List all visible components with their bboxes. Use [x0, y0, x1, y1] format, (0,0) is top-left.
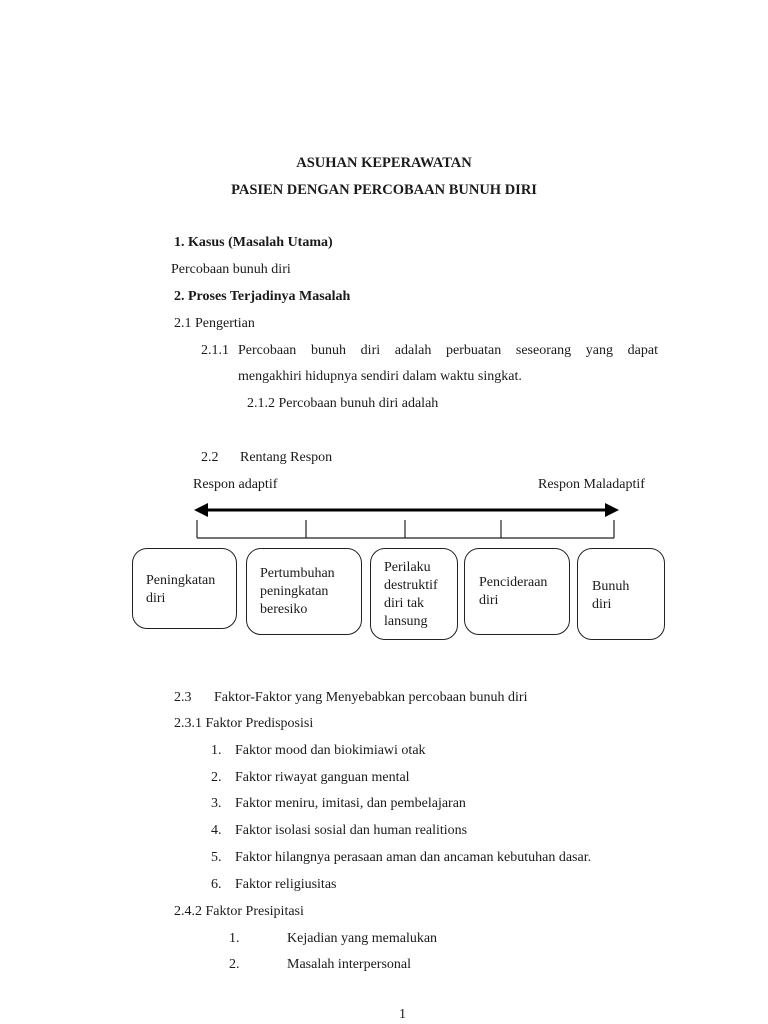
item-2-1-2: 2.1.2 Percobaan bunuh diri adalah	[247, 396, 439, 411]
document-subtitle: PASIEN DENGAN PERCOBAAN BUNUH DIRI	[231, 182, 537, 198]
list-item-number: 4.	[211, 823, 222, 838]
list-item: Faktor hilangnya perasaan aman dan ancaman kebutuhan dasar.	[235, 850, 592, 865]
section-2-1-heading: 2.1 Pengertian	[174, 316, 255, 331]
list-item-number: 6.	[211, 877, 222, 892]
page-number: 1	[399, 1007, 406, 1022]
arrow-head-left-icon	[194, 503, 208, 517]
adaptive-response-label: Respon adaptif	[193, 477, 278, 492]
list-item: Faktor religiusitas	[235, 877, 337, 892]
section-2-3-heading: Faktor-Faktor yang Menyebabkan percobaan bunuh diri	[214, 690, 528, 705]
list-item: Faktor meniru, imitasi, dan pembelajaran	[235, 796, 466, 811]
response-box-label: Peningkatan diri	[146, 573, 216, 606]
section-1-heading: 1. Kasus (Masalah Utama)	[174, 235, 333, 250]
response-box-label: Perilaku destruktif diri tak lansung	[384, 560, 438, 629]
response-box-pencideraan-diri	[464, 548, 570, 635]
section-2-3-number: 2.3	[174, 690, 192, 705]
section-2-3-1-heading: 2.3.1 Faktor Predisposisi	[174, 716, 314, 731]
list-item: Faktor isolasi sosial dan human realitions	[235, 823, 468, 838]
list-item-number: 1.	[229, 931, 240, 946]
list-item-number: 1.	[211, 743, 222, 758]
response-box-label: Pertumbuhan peningkatan beresiko	[260, 566, 335, 617]
list-item-number: 2.	[229, 957, 240, 972]
response-box-pertumbuhan	[246, 548, 362, 635]
section-2-2-number: 2.2	[201, 450, 219, 465]
section-2-2-heading: Rentang Respon	[240, 450, 333, 465]
maladaptive-response-label: Respon Maladaptif	[538, 477, 645, 492]
list-item: Faktor riwayat ganguan mental	[235, 770, 410, 785]
list-item: Masalah interpersonal	[287, 957, 412, 972]
response-box-perilaku-destruktif	[370, 548, 458, 640]
response-box-label: Bunuh diri	[592, 579, 630, 612]
list-item-number: 2.	[211, 770, 222, 785]
section-2-heading: 2. Proses Terjadinya Masalah	[174, 289, 351, 304]
section-1-text: Percobaan bunuh diri	[171, 262, 291, 277]
response-box-bunuh-diri	[577, 548, 665, 640]
section-2-4-2-heading: 2.4.2 Faktor Presipitasi	[174, 904, 304, 919]
response-box-peningkatan-diri	[132, 548, 237, 629]
arrow-head-right-icon	[605, 503, 619, 517]
list-item: Kejadian yang memalukan	[287, 931, 438, 946]
list-item-number: 5.	[211, 850, 222, 865]
item-2-1-1-number: 2.1.1	[201, 343, 229, 358]
list-item: Faktor mood dan biokimiawi otak	[235, 743, 426, 758]
list-item-number: 3.	[211, 796, 222, 811]
item-2-1-1-line-1: Percobaan bunuh diri adalah perbuatan seseorang yang dapat	[238, 343, 658, 358]
item-2-1-1-line-2: mengakhiri hidupnya sendiri dalam waktu singkat.	[238, 369, 522, 384]
document-title: ASUHAN KEPERAWATAN	[296, 155, 472, 171]
response-box-label: Pencideraan diri	[479, 575, 548, 608]
